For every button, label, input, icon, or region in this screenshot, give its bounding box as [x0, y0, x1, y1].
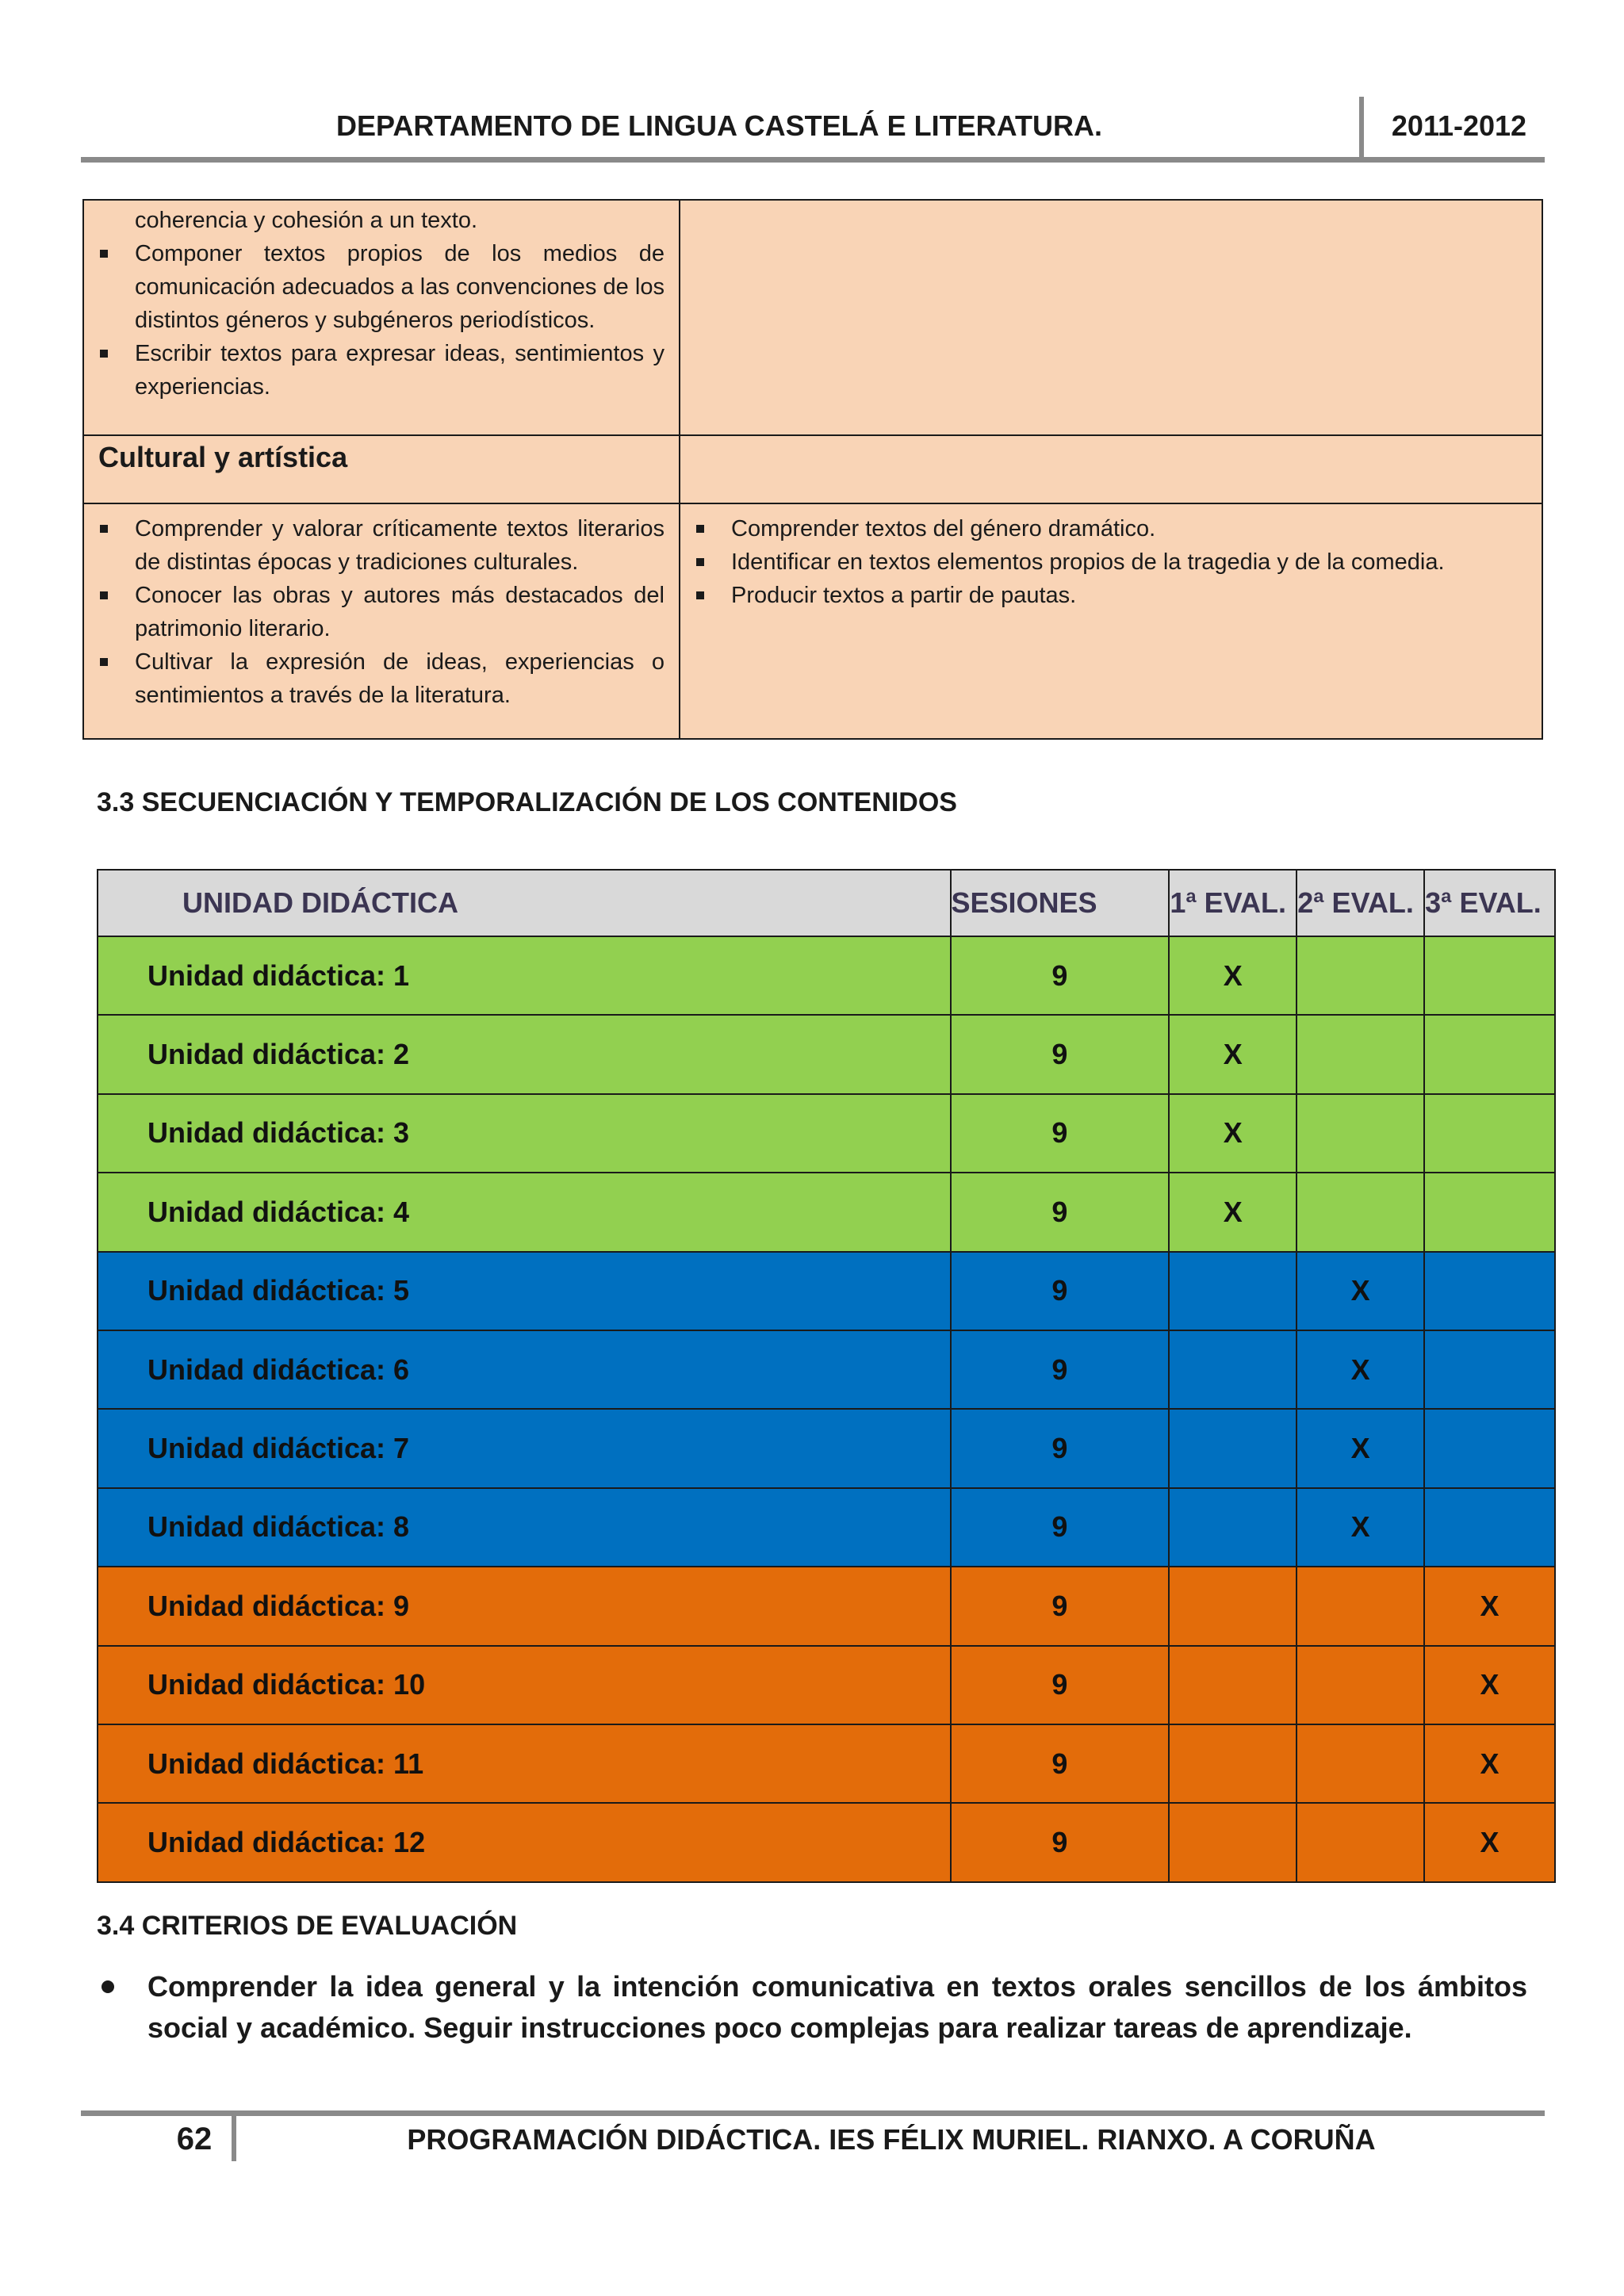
square-bullet-icon [100, 658, 108, 666]
bullet-list [84, 504, 679, 712]
eval2-cell [1297, 1724, 1424, 1803]
unit-name-cell: Unidad didáctica: 4 [98, 1173, 951, 1251]
list-item [680, 512, 1527, 545]
table-row [98, 1488, 1555, 1567]
list-item-text: Cultivar la expresión de ideas, experiencias o sentimientos a través de la literatura. [135, 649, 665, 708]
sessions-cell: 9 [951, 1488, 1170, 1567]
sessions-cell: 9 [951, 1015, 1170, 1093]
competences-cell-right [680, 436, 1542, 503]
eval1-cell: X [1169, 1015, 1297, 1093]
table-row [98, 1015, 1555, 1093]
eval1-cell: X [1169, 936, 1297, 1015]
eval2-cell: X [1297, 1409, 1424, 1487]
sessions-cell: 9 [951, 936, 1170, 1015]
eval3-cell: X [1424, 1724, 1555, 1803]
column-header-eval2: 2ª EVAL. [1297, 870, 1424, 936]
eval3-cell: X [1424, 1803, 1555, 1881]
competences-row [84, 201, 1542, 436]
eval1-cell [1169, 1803, 1297, 1881]
square-bullet-icon [100, 525, 108, 533]
criteria-item [97, 1966, 1527, 2049]
column-header-eval3: 3ª EVAL. [1424, 870, 1555, 936]
square-bullet-icon [696, 558, 704, 566]
competence-heading: Cultural y artística [98, 441, 348, 473]
table-row [98, 1173, 1555, 1251]
square-bullet-icon [696, 525, 704, 533]
unit-name-cell: Unidad didáctica: 3 [98, 1094, 951, 1173]
list-item-text: coherencia y cohesión a un texto. [135, 208, 478, 233]
sessions-cell: 9 [951, 1567, 1170, 1645]
table-row [98, 1252, 1555, 1330]
column-header-eval1: 1ª EVAL. [1169, 870, 1297, 936]
header-rule [81, 157, 1545, 163]
sessions-cell: 9 [951, 1330, 1170, 1409]
table-row [98, 1409, 1555, 1487]
eval2-cell [1297, 1173, 1424, 1251]
square-bullet-icon [696, 591, 704, 599]
competences-cell-left [84, 504, 680, 738]
list-item-text: Identificar en textos elementos propios de la tragedia y de la comedia. [731, 549, 1445, 575]
column-header-sessions: SESIONES [951, 870, 1170, 936]
competences-cell-right [680, 504, 1542, 738]
eval3-cell [1424, 1330, 1555, 1409]
table-row [98, 1567, 1555, 1645]
units-table [97, 869, 1556, 1883]
header-divider [1359, 97, 1364, 160]
list-item [84, 645, 665, 712]
eval3-cell [1424, 1409, 1555, 1487]
eval1-cell [1169, 1252, 1297, 1330]
square-bullet-icon [100, 250, 108, 258]
header-title: DEPARTAMENTO DE LINGUA CASTELÁ E LITERATURA. [336, 109, 1102, 142]
eval2-cell [1297, 1803, 1424, 1881]
eval3-cell [1424, 1173, 1555, 1251]
unit-name-cell: Unidad didáctica: 1 [98, 936, 951, 1015]
competences-cell-left [84, 436, 680, 503]
sessions-cell: 9 [951, 1646, 1170, 1724]
eval2-cell: X [1297, 1488, 1424, 1567]
bullet-dot-icon [102, 1980, 114, 1993]
column-header-unit: UNIDAD DIDÁCTICA [98, 870, 951, 936]
eval1-cell: X [1169, 1094, 1297, 1173]
eval3-cell [1424, 1015, 1555, 1093]
unit-name-cell: Unidad didáctica: 9 [98, 1567, 951, 1645]
eval3-cell [1424, 1488, 1555, 1567]
list-item-text: Conocer las obras y autores más destacados del patrimonio literario. [135, 583, 665, 641]
list-item [680, 579, 1527, 612]
list-item [84, 204, 665, 237]
competences-heading-row [84, 436, 1542, 504]
list-item [84, 237, 665, 337]
eval2-cell [1297, 1646, 1424, 1724]
eval2-cell [1297, 936, 1424, 1015]
unit-name-cell: Unidad didáctica: 10 [98, 1646, 951, 1724]
eval1-cell [1169, 1330, 1297, 1409]
eval1-cell [1169, 1567, 1297, 1645]
eval2-cell [1297, 1567, 1424, 1645]
table-row [98, 1724, 1555, 1803]
eval3-cell: X [1424, 1646, 1555, 1724]
footer-divider [232, 2110, 236, 2161]
unit-name-cell: Unidad didáctica: 5 [98, 1252, 951, 1330]
list-item-text: Escribir textos para expresar ideas, sentimientos y experiencias. [135, 341, 665, 400]
sessions-cell: 9 [951, 1173, 1170, 1251]
header-year: 2011-2012 [1391, 109, 1527, 142]
table-row [98, 936, 1555, 1015]
sessions-cell: 9 [951, 1409, 1170, 1487]
section-title-3-3: 3.3 SECUENCIACIÓN Y TEMPORALIZACIÓN DE LOS CONTENIDOS [97, 787, 957, 817]
competences-row [84, 504, 1542, 738]
footer-rule [81, 2110, 1545, 2116]
square-bullet-icon [100, 350, 108, 358]
criteria-text: Comprender la idea general y la intención comunicativa en textos orales sencillos de los ámbitos social y académico. Seguir instrucciones poco complejas para realizar tareas de aprendizaje. [147, 1970, 1527, 2044]
footer-text: PROGRAMACIÓN DIDÁCTICA. IES FÉLIX MURIEL. RIANXO. A CORUÑA [407, 2123, 1376, 2156]
list-item-text: Comprender y valorar críticamente textos literarios de distintas épocas y tradiciones culturales. [135, 516, 665, 575]
sessions-cell: 9 [951, 1724, 1170, 1803]
eval3-cell [1424, 936, 1555, 1015]
unit-name-cell: Unidad didáctica: 12 [98, 1803, 951, 1881]
unit-name-cell: Unidad didáctica: 11 [98, 1724, 951, 1803]
list-item-text: Producir textos a partir de pautas. [731, 583, 1077, 608]
eval1-cell [1169, 1724, 1297, 1803]
list-item [84, 337, 665, 404]
competences-table [82, 199, 1543, 740]
list-item-text: Comprender textos del género dramático. [731, 516, 1156, 541]
eval3-cell: X [1424, 1567, 1555, 1645]
list-item-text: Componer textos propios de los medios de comunicación adecuados a las convenciones de los distintos géneros y subgéneros periodísticos. [135, 241, 665, 333]
unit-name-cell: Unidad didáctica: 8 [98, 1488, 951, 1567]
page-number: 62 [176, 2122, 213, 2156]
unit-name-cell: Unidad didáctica: 7 [98, 1409, 951, 1487]
competences-cell-right [680, 201, 1542, 434]
square-bullet-icon [100, 591, 108, 599]
table-row [98, 1646, 1555, 1724]
eval1-cell: X [1169, 1173, 1297, 1251]
list-item [84, 579, 665, 645]
eval3-cell [1424, 1252, 1555, 1330]
unit-name-cell: Unidad didáctica: 6 [98, 1330, 951, 1409]
units-table-header-row [98, 870, 1555, 936]
eval2-cell [1297, 1015, 1424, 1093]
eval3-cell [1424, 1094, 1555, 1173]
list-item [680, 545, 1527, 579]
table-row [98, 1330, 1555, 1409]
bullet-list [680, 504, 1542, 612]
table-row [98, 1803, 1555, 1881]
eval1-cell [1169, 1488, 1297, 1567]
page-header [81, 94, 1545, 162]
eval1-cell [1169, 1409, 1297, 1487]
eval2-cell: X [1297, 1330, 1424, 1409]
sessions-cell: 9 [951, 1803, 1170, 1881]
competences-cell-left [84, 201, 680, 434]
eval2-cell [1297, 1094, 1424, 1173]
eval1-cell [1169, 1646, 1297, 1724]
eval2-cell: X [1297, 1252, 1424, 1330]
section-title-3-4: 3.4 CRITERIOS DE EVALUACIÓN [97, 1911, 518, 1941]
list-item [84, 512, 665, 579]
sessions-cell: 9 [951, 1094, 1170, 1173]
unit-name-cell: Unidad didáctica: 2 [98, 1015, 951, 1093]
table-row [98, 1094, 1555, 1173]
bullet-list [84, 201, 679, 404]
sessions-cell: 9 [951, 1252, 1170, 1330]
criteria-list [97, 1966, 1527, 2049]
